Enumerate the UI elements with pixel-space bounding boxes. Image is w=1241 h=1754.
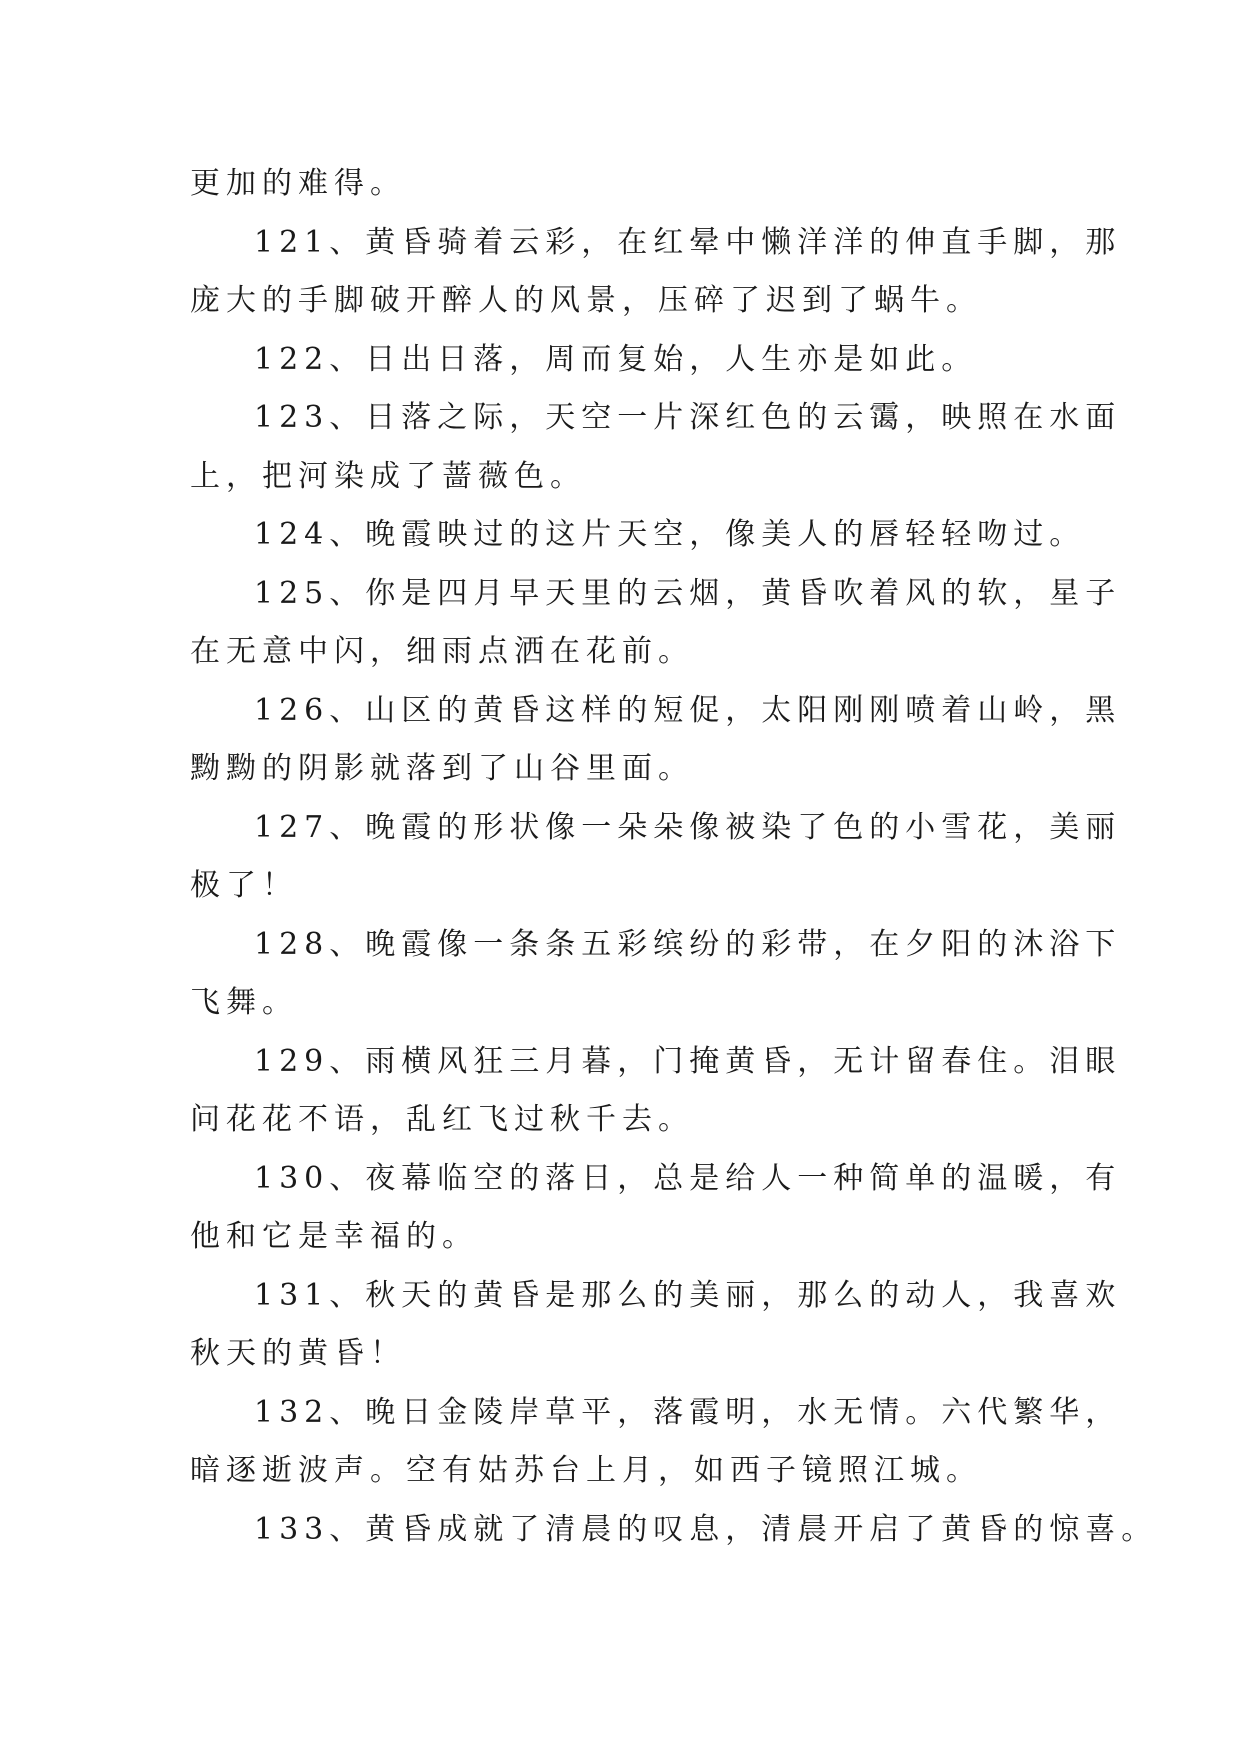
text-line: 128、晚霞像一条条五彩缤纷的彩带，在夕阳的沐浴下 <box>254 926 1122 962</box>
text-line: 庞大的手脚破开醉人的风景，压碎了迟到了蜗牛。 <box>190 283 982 318</box>
text-line: 暗逐逝波声。空有姑苏台上月，如西子镜照江城。 <box>190 1453 982 1488</box>
text-line: 125、你是四月早天里的云烟，黄昏吹着风的软，星子 <box>254 575 1122 611</box>
text-line: 126、山区的黄昏这样的短促，太阳刚刚喷着山岭，黑 <box>254 692 1122 728</box>
text-line: 在无意中闪，细雨点洒在花前。 <box>190 634 694 669</box>
text-line: 更加的难得。 <box>190 166 406 201</box>
text-line: 他和它是幸福的。 <box>190 1219 478 1254</box>
text-line: 131、秋天的黄昏是那么的美丽，那么的动人，我喜欢 <box>254 1277 1122 1313</box>
text-line: 121、黄昏骑着云彩，在红晕中懒洋洋的伸直手脚，那 <box>254 224 1122 260</box>
text-line: 极了！ <box>190 868 298 903</box>
document-body <box>190 155 1158 1559</box>
text-line: 秋天的黄昏！ <box>190 1336 406 1371</box>
text-line: 上，把河染成了蔷薇色。 <box>190 458 586 494</box>
text-line: 130、夜幕临空的落日，总是给人一种简单的温暖，有 <box>254 1160 1122 1196</box>
text-line: 黝黝的阴影就落到了山谷里面。 <box>190 751 694 786</box>
text-line: 127、晚霞的形状像一朵朵像被染了色的小雪花，美丽 <box>254 809 1122 845</box>
text-line: 132、晚日金陵岸草平，落霞明，水无情。六代繁华， <box>254 1394 1122 1430</box>
text-line: 123、日落之际，天空一片深红色的云霭，映照在水面 <box>254 400 1122 435</box>
text-line: 124、晚霞映过的这片天空，像美人的唇轻轻吻过。 <box>254 517 1086 552</box>
text-line: 飞舞。 <box>190 985 298 1020</box>
text-line: 133、黄昏成就了清晨的叹息，清晨开启了黄昏的惊喜。 <box>254 1511 1158 1547</box>
text-line: 129、雨横风狂三月暮，门掩黄昏，无计留春住。泪眼 <box>254 1043 1122 1079</box>
text-line: 122、日出日落，周而复始，人生亦是如此。 <box>254 341 978 377</box>
text-line: 问花花不语，乱红飞过秋千去。 <box>190 1102 694 1137</box>
